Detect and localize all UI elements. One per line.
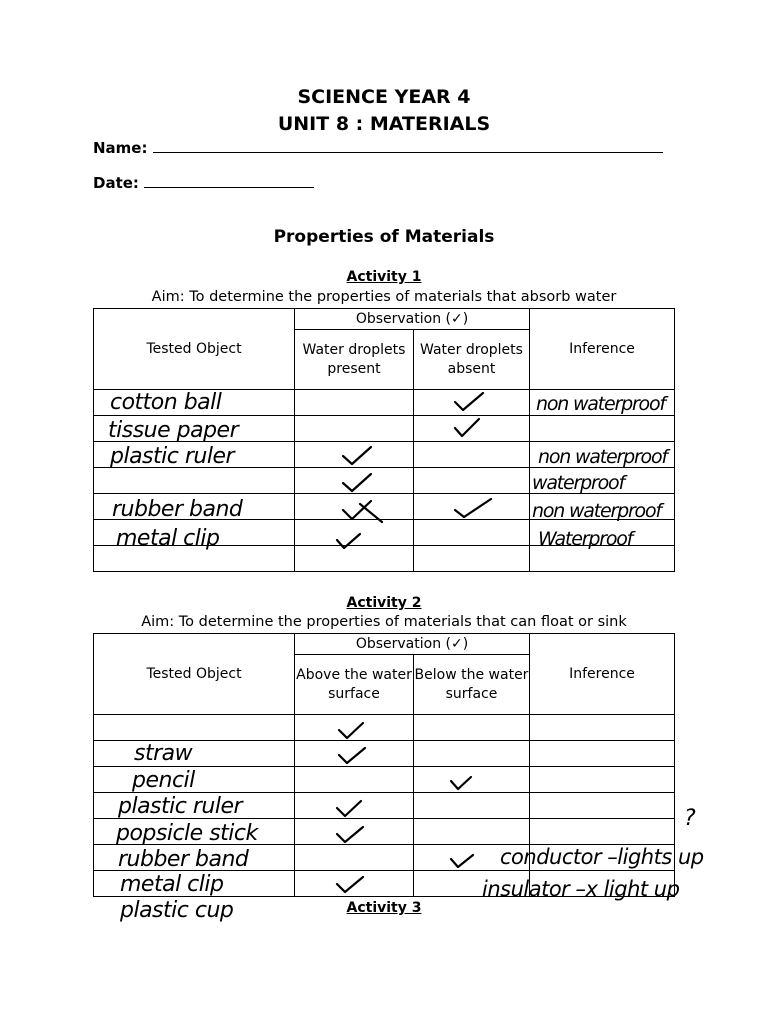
handwritten-note-insulator: insulator –x light up <box>482 877 680 901</box>
tick-mark <box>448 773 474 793</box>
tick-mark <box>336 720 366 742</box>
handwritten-object: rubber band <box>112 497 243 522</box>
tick-mark <box>452 416 482 440</box>
date-label: Date: <box>93 174 139 192</box>
handwritten-object: plastic ruler <box>110 444 235 469</box>
activity1-heading: Activity 1 <box>346 269 422 285</box>
col-droplets-present: Water droplets present <box>295 330 414 390</box>
col-observation: Observation (✓) <box>295 309 530 330</box>
tick-mark <box>334 530 364 552</box>
handwritten-question-mark: ? <box>684 806 696 831</box>
handwritten-inference: waterproof <box>532 472 624 494</box>
date-blank <box>144 173 314 188</box>
handwritten-object: metal clip <box>116 526 220 551</box>
col-inference: Inference <box>530 634 675 715</box>
col-droplets-absent: Water droplets absent <box>414 330 530 390</box>
handwritten-note-conductor: conductor –lights up <box>500 845 704 869</box>
handwritten-inference: non waterproof <box>532 500 661 522</box>
handwritten-object: popsicle stick <box>116 821 258 846</box>
handwritten-object: tissue paper <box>108 418 239 443</box>
worksheet-title: SCIENCE YEAR 4 <box>297 86 471 108</box>
handwritten-object: straw <box>134 741 193 766</box>
col-tested-object: Tested Object <box>94 634 295 715</box>
name-label: Name: <box>93 139 148 157</box>
handwritten-object: metal clip <box>120 872 224 897</box>
tick-mark <box>452 496 494 522</box>
tick-mark <box>336 745 368 767</box>
activity2-aim: Aim: To determine the properties of materials that can float or sink <box>141 614 627 630</box>
name-blank <box>153 138 663 153</box>
tick-mark <box>334 824 366 846</box>
activity1-aim: Aim: To determine the properties of materials that absorb water <box>151 289 617 305</box>
activity2-heading: Activity 2 <box>346 595 422 611</box>
tick-cross-mark <box>340 498 386 524</box>
name-field <box>93 138 663 157</box>
handwritten-object: cotton ball <box>110 390 222 415</box>
tick-mark <box>452 390 486 414</box>
tick-mark <box>334 874 366 896</box>
col-tested-object: Tested Object <box>94 309 295 390</box>
handwritten-object: plastic cup <box>120 898 234 923</box>
handwritten-inference: non waterproof <box>538 446 667 468</box>
date-field <box>93 173 314 192</box>
handwritten-object: pencil <box>132 768 195 793</box>
tick-mark <box>340 471 374 495</box>
handwritten-inference: Waterproof <box>538 528 633 550</box>
table-row <box>94 715 675 741</box>
section-title: Properties of Materials <box>273 227 495 247</box>
tick-mark <box>340 444 374 468</box>
tick-mark <box>334 798 364 820</box>
col-below-surface: Below the water surface <box>414 655 530 715</box>
handwritten-object: rubber band <box>118 847 249 872</box>
tick-mark <box>448 851 476 871</box>
worksheet-unit: UNIT 8 : MATERIALS <box>277 113 491 135</box>
col-inference: Inference <box>530 309 675 390</box>
activity3-heading: Activity 3 <box>346 900 422 916</box>
col-above-surface: Above the water surface <box>295 655 414 715</box>
col-observation: Observation (✓) <box>295 634 530 655</box>
handwritten-inference: non waterproof <box>536 393 665 415</box>
handwritten-object: plastic ruler <box>118 794 243 819</box>
